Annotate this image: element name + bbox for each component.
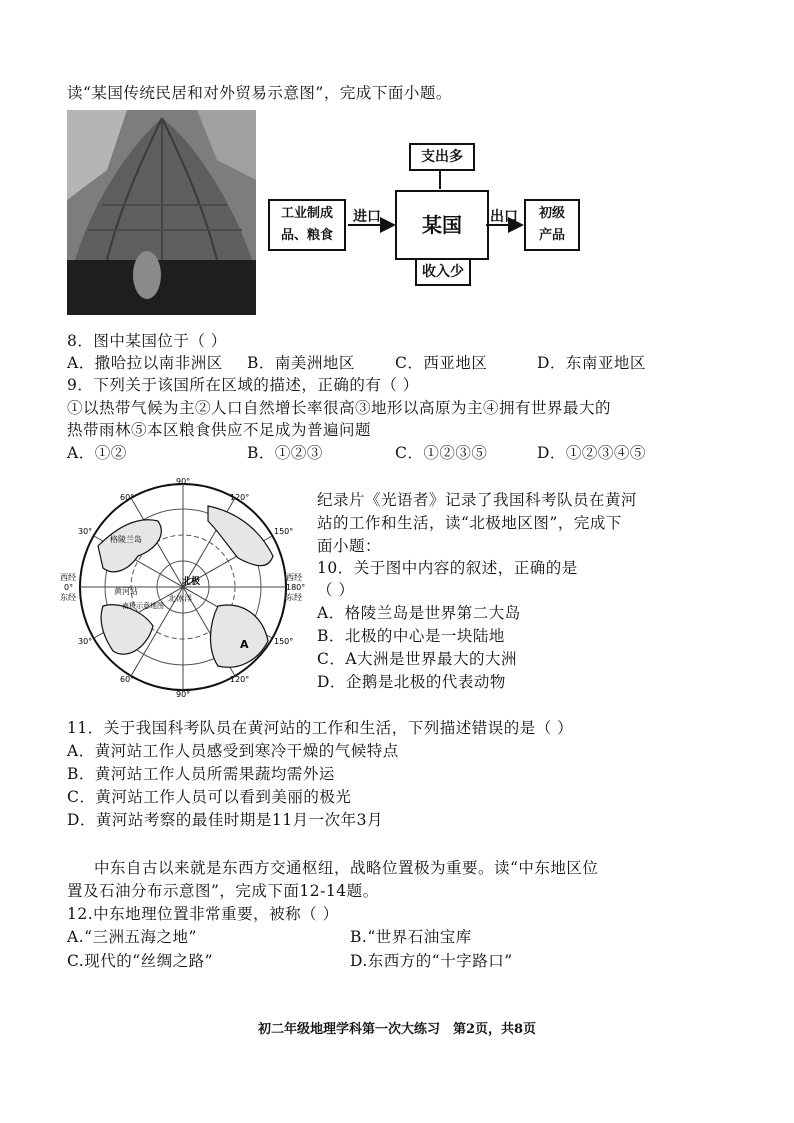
q11-option-c: C．黄河站工作人员可以看到美丽的极光 [67,788,352,806]
intro-text-2-line2: 站的工作和生活，读“北极地区图”，完成下 [317,514,622,532]
svg-text:东经: 东经 [286,593,302,602]
q9-statement-line2: 热带雨林⑤本区粮食供应不足成为普遍问题 [67,421,372,439]
q11-option-a: A．黄河站工作人员感受到寒冷干燥的气候特点 [67,742,399,760]
svg-text:30°: 30° [78,527,93,536]
arctic-map-drawing [58,476,308,698]
q8-option-a: A．撒哈拉以南非洲区 [67,354,223,372]
map-label-north-pole: 北极 [182,577,201,587]
exports-goods-line2: 产品 [538,228,565,243]
q10-option-a: A．格陵兰岛是世界第二大岛 [317,604,521,622]
import-label: 进口 [353,209,381,225]
svg-text:180°: 180° [286,583,306,592]
q10-paren: （ ） [317,581,355,599]
box-country: 某国 [395,190,489,260]
q12-stem: 12.中东地理位置非常重要，被称（ ） [67,905,339,923]
svg-text:60°: 60° [120,675,135,684]
q11-option-d: D．黄河站考察的最佳时期是11月一次年3月 [67,811,384,829]
map-label-arctic-ocean: 北冰洋 [168,594,192,603]
svg-text:120°: 120° [230,675,250,684]
q9-stem: 9．下列关于该国所在区域的描述，正确的有（ ） [67,376,419,394]
map-label-90-bottom: 90° [176,690,191,698]
svg-text:西经: 西经 [60,573,76,582]
q10-stem: 10．关于图中内容的叙述，正确的是 [317,559,578,577]
svg-text:60°: 60° [120,493,135,502]
q10-option-d: D．企鹅是北极的代表动物 [317,673,506,691]
imports-goods-line2: 品、粮食 [280,228,333,243]
q10-option-b: B．北极的中心是一块陆地 [317,627,505,645]
intro-text-2-line1: 纪录片《光语者》记录了我国科考队员在黄河 [317,491,638,509]
map-label-continent-a: A [240,638,249,651]
arctic-region-map [58,476,308,698]
imports-goods-line1: 工业制成 [280,206,333,221]
box-income-low: 收入少 [415,258,471,286]
page-footer: 初二年级地理学科第一次大练习 第2页，共8页 [257,1022,537,1037]
q8-option-d: D．东南亚地区 [537,354,646,372]
q9-option-a: A．①② [67,444,127,462]
q8-stem: 8．图中某国位于（ ） [67,332,227,350]
map-label-90-top: 90° [176,477,191,486]
box-expenditure-high: 支出多 [409,143,475,171]
svg-text:南极示意地图: 南极示意地图 [122,602,164,610]
q9-option-b: B．①②③ [247,444,323,462]
intro-text-1: 读“某国传统民居和对外贸易示意图”，完成下面小题。 [67,84,452,102]
q9-option-d: D．①②③④⑤ [537,444,646,462]
q9-option-c: C．①②③⑤ [395,444,488,462]
intro-text-3-line2: 置及石油分布示意图”，完成下面12-14题。 [67,882,379,900]
svg-text:西经: 西经 [286,573,302,582]
q10-option-c: C．A大洲是世界最大的大洲 [317,650,518,668]
q8-option-b: B．南美洲地区 [247,354,355,372]
intro-text-2-line3: 面小题： [317,537,382,555]
intro-text-3-line1: 中东自古以来就是东西方交通枢纽，战略位置极为重要。读“中东地区位 [94,859,599,877]
export-label: 出口 [490,209,518,225]
svg-text:0°: 0° [64,583,74,592]
q12-option-a: A.“三洲五海之地” [67,928,197,946]
q12-option-c: C.现代的“丝绸之路” [67,952,214,970]
svg-text:150°: 150° [274,637,294,646]
q12-option-b: B.“世界石油宝库 [350,928,472,946]
svg-text:30°: 30° [78,637,93,646]
svg-text:东经: 东经 [60,593,76,602]
q12-option-d: D.东西方的“十字路口” [350,952,513,970]
q9-statement-line1: ①以热带气候为主②人口自然增长率很高③地形以高原为主④拥有世界最大的 [67,399,612,417]
q8-option-c: C．西亚地区 [395,354,488,372]
map-label-yellow-river-station: 黄河站 [114,587,138,596]
q11-option-b: B．黄河站工作人员所需果蔬均需外运 [67,765,335,783]
exports-goods-line1: 初级 [538,206,565,221]
trade-diagram-connectors [0,0,794,320]
svg-text:150°: 150° [274,527,294,536]
q11-stem: 11．关于我国科考队员在黄河站的工作和生活，下列描述错误的是（ ） [67,719,574,737]
svg-text:120°: 120° [230,493,250,502]
map-label-greenland: 格陵兰岛 [110,535,142,544]
